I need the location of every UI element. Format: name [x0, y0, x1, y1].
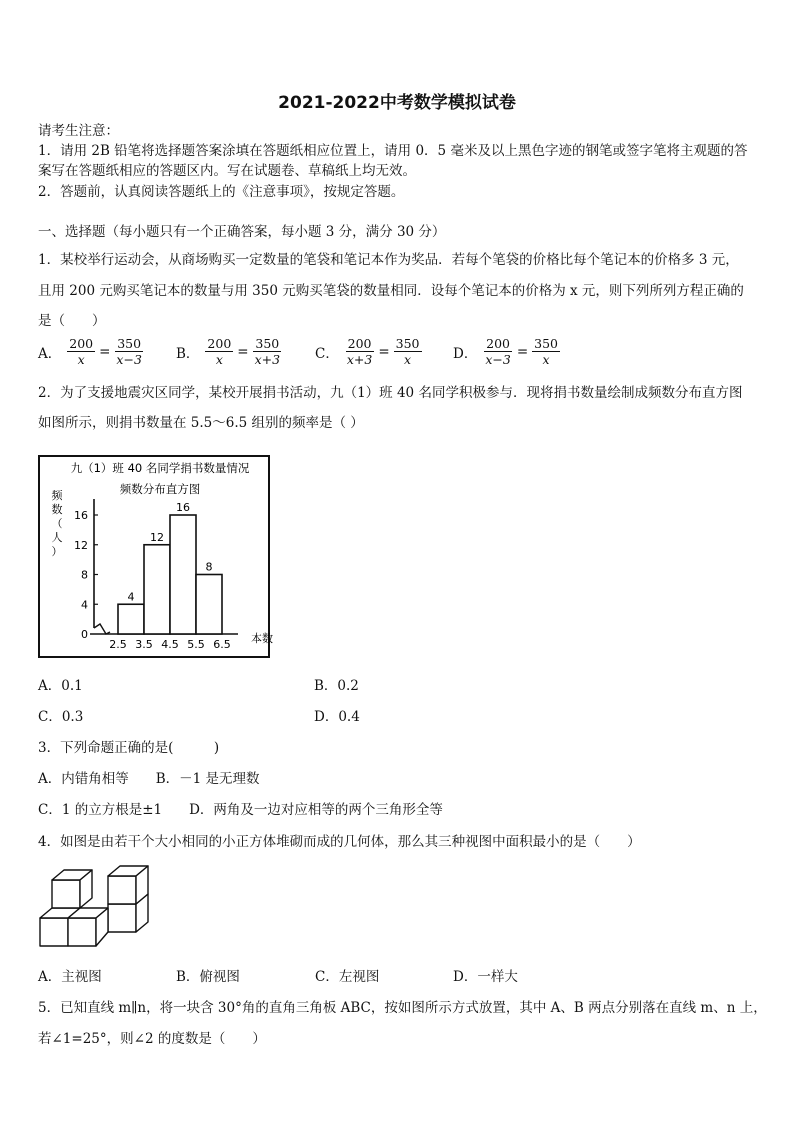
numerator: 200 [347, 336, 372, 351]
fraction [67, 336, 95, 367]
notice-heading: 请考生注意： [38, 123, 119, 139]
x-tick-label: 6.5 [213, 638, 231, 651]
equals-sign: = [378, 343, 390, 360]
x-tick-label: 2.5 [109, 638, 127, 651]
chart-subtitle: 频数分布直方图 [119, 482, 201, 496]
q1-option-c[interactable] [315, 336, 424, 367]
numerator: 350 [117, 336, 142, 351]
fraction [483, 336, 512, 367]
q3-stem: 3．下列命题正确的是( ) [38, 740, 220, 756]
q4-option-c[interactable]: C．左视图 [315, 969, 380, 985]
q2-option-a[interactable]: A．0.1 [38, 678, 83, 694]
numerator: 200 [486, 336, 510, 351]
q1-option-d[interactable] [453, 336, 562, 367]
bar-data-label: 8 [205, 560, 213, 574]
q4-option-b[interactable]: B．俯视图 [176, 969, 240, 985]
q3-options-row[interactable]: C．1 的立方根是±1 D．两角及一边对应相等的两个三角形全等 [38, 802, 443, 818]
bar-data-label: 12 [150, 530, 164, 544]
equals-sign: = [237, 343, 249, 360]
q2-option-c[interactable]: C．0.3 [38, 709, 84, 725]
q3-options-row[interactable]: A．内错角相等 B．－1 是无理数 [38, 771, 260, 787]
q2-option-b[interactable]: B．0.2 [314, 678, 359, 694]
numerator: 350 [395, 336, 420, 351]
cube-stack-figure [38, 864, 158, 948]
q1-option-b[interactable] [176, 336, 284, 367]
q2-stem: 2．为了支援地震灾区同学，某校开展捐书活动，九（1）班 40 名同学积极参与．现将捐书数量绘制成频数分布直方图 [38, 385, 743, 401]
fraction [205, 336, 233, 367]
fraction [114, 336, 143, 367]
denominator: x [542, 352, 550, 367]
denominator: x+3 [346, 352, 373, 367]
q1-stem: 是（ ） [38, 313, 106, 329]
denominator: x−3 [485, 352, 511, 367]
q5-stem: 5．已知直线 m∥n，将一块含 30°角的直角三角板 ABC，按如图所示方式放置，其中 A、B 两点分别落在直线 m、n 上， [38, 1000, 767, 1016]
q2-stem: 如图所示，则捐书数量在 5.5～6.5 组别的频率是（ ） [38, 415, 364, 431]
numerator: 350 [534, 336, 558, 351]
x-tick-label: 5.5 [187, 638, 205, 651]
histogram-bar [196, 575, 222, 635]
fraction [394, 336, 422, 367]
numerator: 200 [207, 336, 232, 351]
denominator: x [215, 352, 223, 367]
numerator: 200 [69, 336, 94, 351]
y-tick-label: 4 [81, 598, 88, 612]
section-heading: 一、选择题（每小题只有一个正确答案，每小题 3 分，满分 30 分） [38, 224, 446, 240]
notice-line: 2．答题前，认真阅读答题纸上的《注意事项》，按规定答题。 [38, 184, 405, 200]
y-tick-label: 8 [81, 568, 88, 582]
option-label: C． [315, 345, 339, 362]
histogram-chart [38, 455, 273, 658]
page-title: 2021-2022中考数学模拟试卷 [278, 93, 516, 113]
y-axis-label: 频数（人） [51, 489, 63, 558]
denominator: x [77, 352, 85, 367]
histogram-bar [170, 515, 196, 634]
option-label: B． [176, 345, 200, 362]
option-label: D． [453, 345, 478, 362]
y-tick-label: 0 [81, 628, 88, 641]
y-tick-label: 16 [74, 509, 88, 522]
option-label: A． [38, 345, 62, 362]
denominator: x+3 [254, 352, 281, 367]
denominator: x [404, 352, 412, 367]
q1-option-a[interactable] [38, 336, 146, 367]
y-tick-label: 12 [74, 538, 88, 552]
q4-option-a[interactable]: A．主视图 [38, 969, 102, 985]
q5-stem: 若∠1=25°，则∠2 的度数是（ ） [38, 1031, 266, 1047]
numerator: 350 [255, 336, 280, 351]
bar-data-label: 4 [127, 590, 135, 604]
x-axis-label: 本数 [251, 632, 273, 645]
q4-option-d[interactable]: D．一样大 [453, 969, 518, 985]
notice-line: 1．请用 2B 铅笔将选择题答案涂填在答题纸相应位置上，请用 0．5 毫米及以上黑色字迹的钢笔或签字笔将主观题的答 [38, 143, 748, 159]
bar-data-label: 16 [176, 501, 190, 514]
fraction [253, 336, 282, 367]
notice-line: 案写在答题纸相应的答题区内。写在试题卷、草稿纸上均无效。 [38, 163, 416, 179]
q1-stem: 且用 200 元购买笔记本的数量与用 350 元购买笔袋的数量相同．设每个笔记本的价格为 x 元，则下列所列方程正确的 [38, 283, 744, 299]
q4-stem: 4．如图是由若干个大小相同的小正方体堆砌而成的几何体，那么其三种视图中面积最小的是（ ） [38, 834, 641, 850]
x-tick-label: 4.5 [161, 638, 179, 651]
histogram-bar [144, 545, 170, 634]
chart-title: 九（1）班 40 名同学捐书数量情况 [70, 461, 250, 475]
fraction [532, 336, 560, 367]
q1-stem: 1．某校举行运动会，从商场购买一定数量的笔袋和笔记本作为奖品．若每个笔袋的价格比每个笔记本的价格多 3 元， [38, 252, 739, 268]
histogram-bar [118, 604, 144, 634]
q2-option-d[interactable]: D．0.4 [314, 709, 360, 725]
fraction [345, 336, 374, 367]
x-tick-label: 3.5 [135, 638, 153, 651]
equals-sign: = [516, 343, 529, 360]
equals-sign: = [99, 343, 111, 360]
denominator: x−3 [116, 352, 142, 367]
